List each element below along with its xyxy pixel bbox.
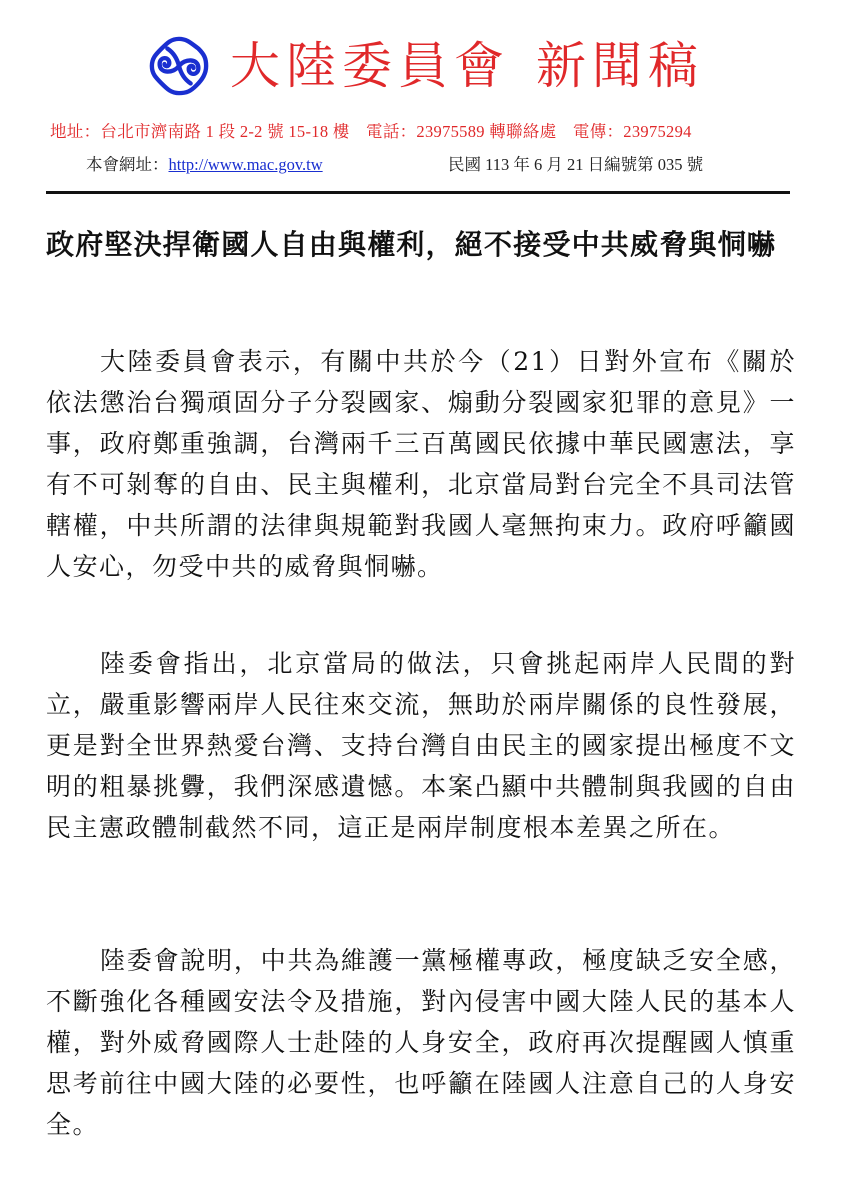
masthead xyxy=(148,28,704,104)
masthead-title xyxy=(230,28,704,104)
mac-swirl-logo-icon xyxy=(148,35,210,97)
headline: 政府堅決捍衛國人自由與權利，絕不接受中共威脅與恫嚇 xyxy=(46,228,777,261)
issue-number: 民國 113 年 6 月 21 日編號第 035 號 xyxy=(448,155,704,174)
organization-name: 大陸委員會 xyxy=(230,37,510,95)
meta-line xyxy=(86,151,786,175)
paragraph: 陸委會指出，北京當局的做法，只會挑起兩岸人民間的對立，嚴重影響兩岸人民往來交流，無助於兩岸關係的良性發展，更是對全世界熱愛台灣、支持台灣自由民主的國家提出極度不文明的粗暴挑釁，我們深感遺憾。本案凸顯中共體制與我國的自由民主憲政體制截然不同，這正是兩岸制度根本差異之所在。 xyxy=(46,649,796,842)
document-type: 新聞稿 xyxy=(536,37,704,95)
header-divider xyxy=(46,191,790,194)
fax: 電傳：23975294 xyxy=(572,122,692,141)
website-link[interactable]: http://www.mac.gov.tw xyxy=(168,155,323,174)
paragraph: 陸委會說明，中共為維護一黨極權專政，極度缺乏安全感，不斷強化各種國安法令及措施，對內侵害中國大陸人民的基本人權，對外威脅國際人士赴陸的人身安全，政府再次提醒國人慎重思考前往中國大陸的必要性，也呼籲在陸國人注意自己的人身安全。 xyxy=(46,946,796,1139)
phone: 電話：23975589 轉聯絡處 xyxy=(366,122,557,141)
paragraph: 大陸委員會表示，有關中共於今（21）日對外宣布《關於依法懲治台獨頑固分子分裂國家、煽動分裂國家犯罪的意見》一事，政府鄭重強調，台灣兩千三百萬國民依據中華民國憲法，享有不可剝奪的自由、民主與權利，北京當局對台完全不具司法管轄權，中共所謂的法律與規範對我國人毫無拘束力。政府呼籲國人安心，勿受中共的威脅與恫嚇。 xyxy=(46,347,796,581)
address: 地址：台北市濟南路 1 段 2-2 號 15-18 樓 xyxy=(50,122,350,141)
contact-line xyxy=(50,118,800,142)
website-label: 本會網址： xyxy=(86,155,169,174)
